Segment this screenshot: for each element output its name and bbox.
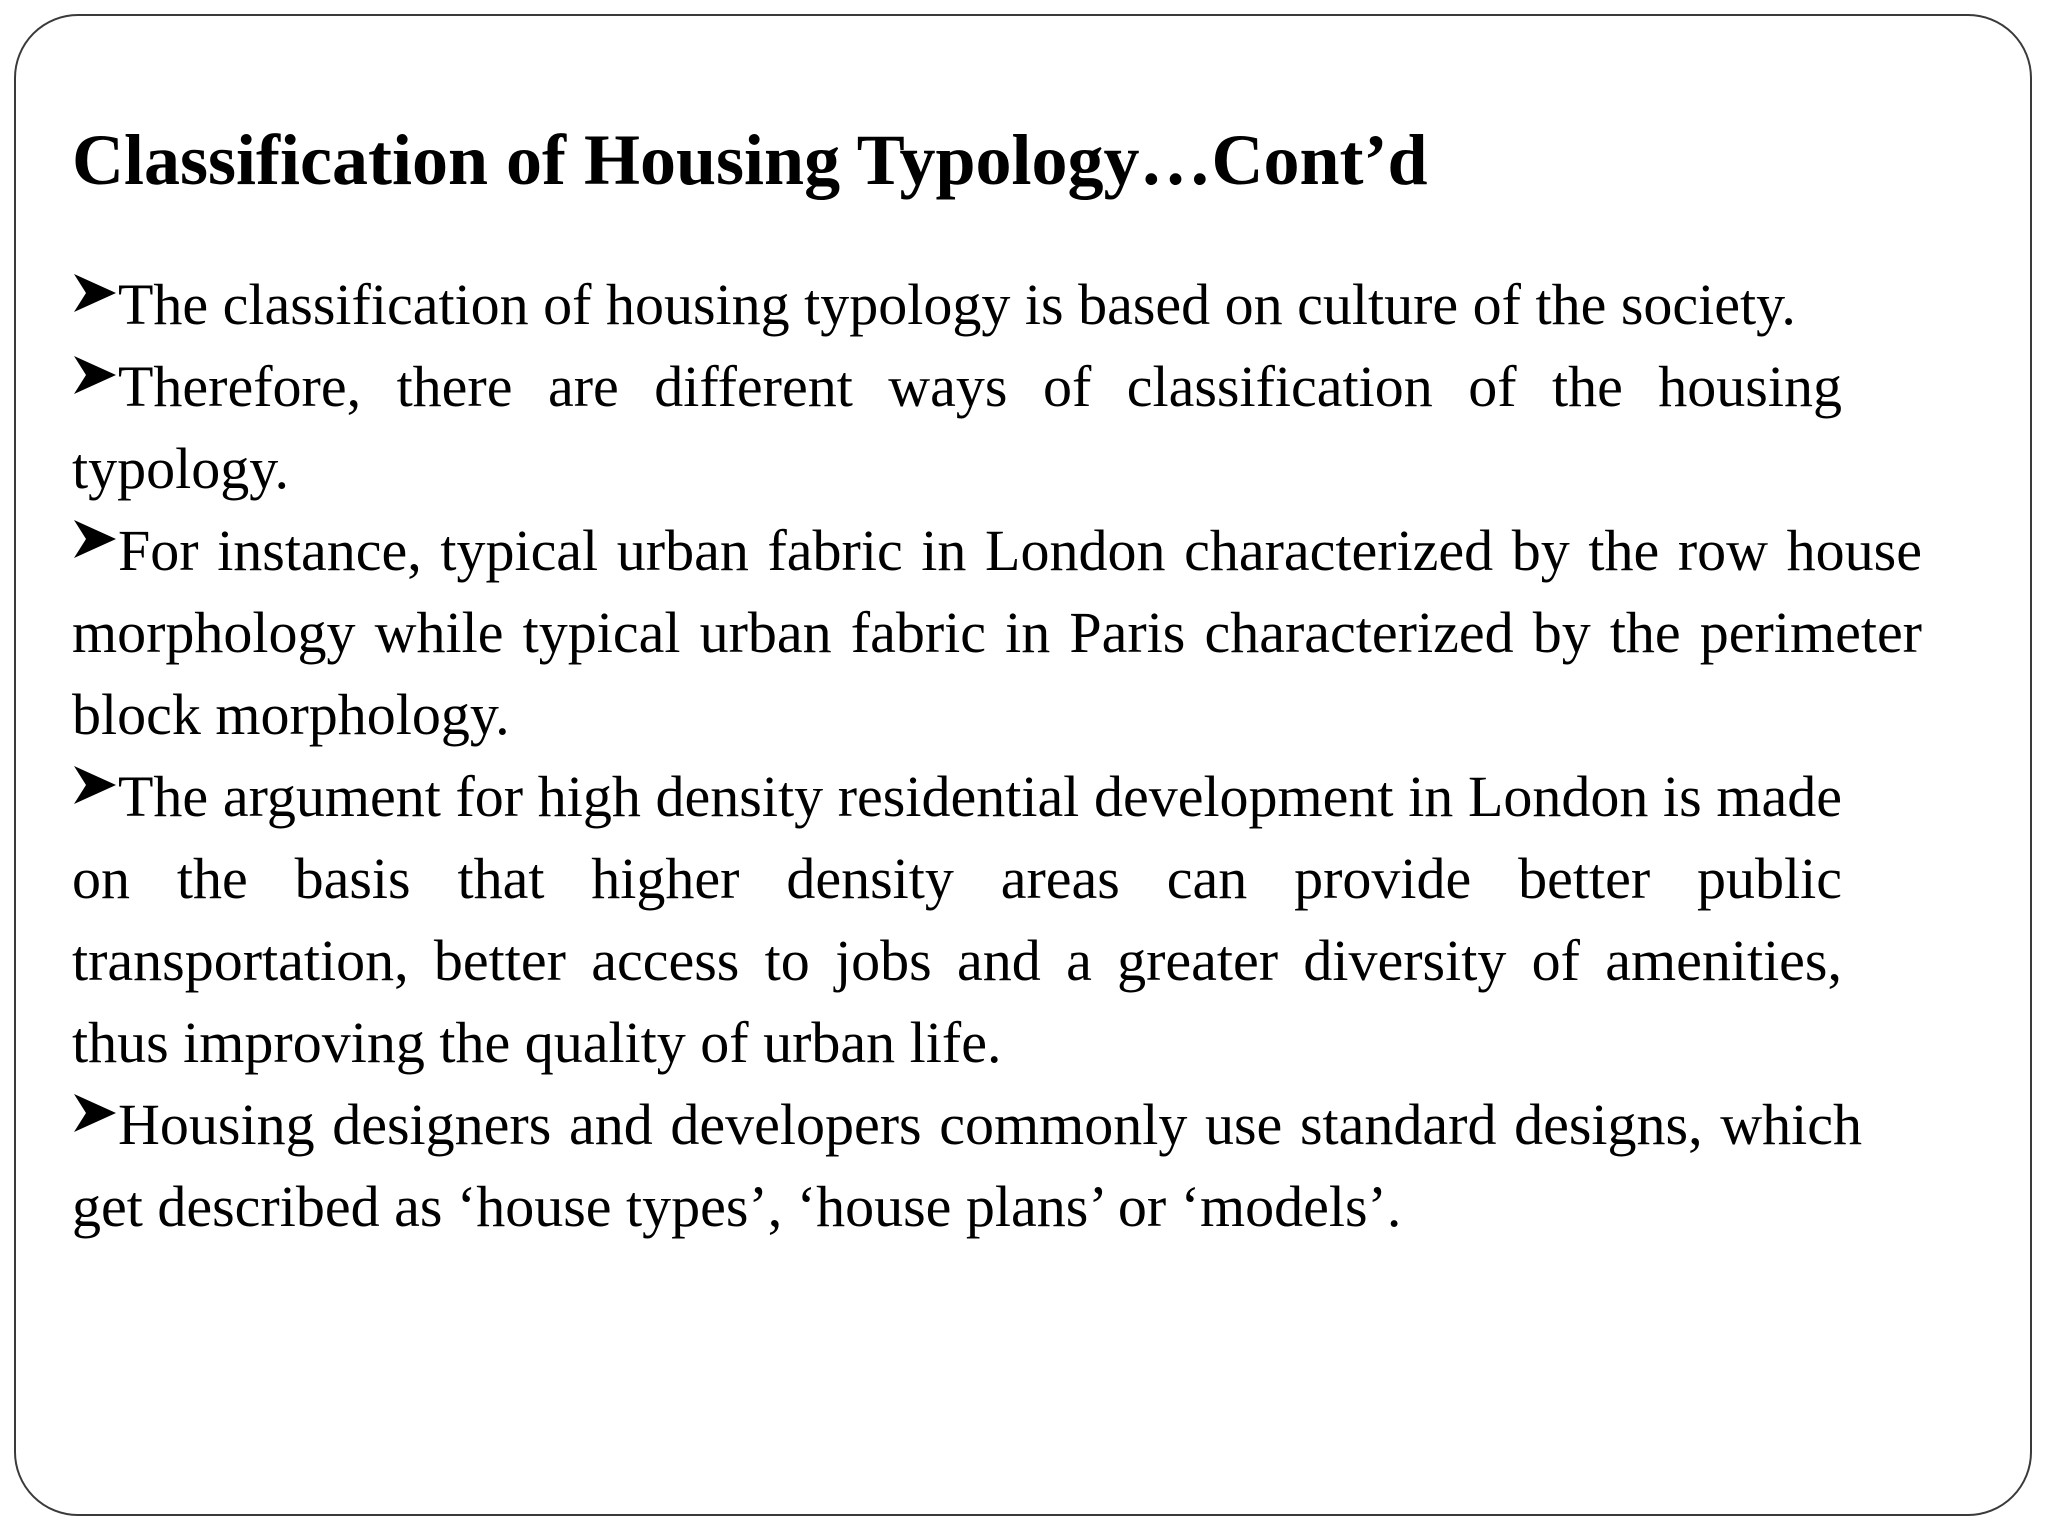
bullet-text: The argument for high density residential development in London is made on the basis that higher density areas can provide better public transportation, better access to jobs and a greater diversity of amenities, thus improving the quality of urban life. xyxy=(72,764,1842,1075)
bullet-item xyxy=(72,756,1842,1084)
bullet-item xyxy=(72,510,1922,756)
bullet-text: Housing designers and developers commonly use standard designs, which get described as ‘house types’, ‘house plans’ or ‘models’. xyxy=(72,1092,1862,1239)
slide-title: Classification of Housing Typology…Cont’d xyxy=(72,120,1428,200)
bullet-item xyxy=(72,346,1842,510)
arrowhead-bullet-icon xyxy=(72,270,118,316)
bullet-item xyxy=(72,1084,1862,1248)
arrowhead-bullet-icon xyxy=(72,516,118,562)
bullet-text: Therefore, there are different ways of classification of the housing typology. xyxy=(72,354,1842,501)
arrowhead-bullet-icon xyxy=(72,1090,118,1136)
arrowhead-bullet-icon xyxy=(72,352,118,398)
arrowhead-bullet-icon xyxy=(72,762,118,808)
bullet-list xyxy=(72,264,1952,1248)
bullet-text: The classification of housing typology is based on culture of the society. xyxy=(118,272,1796,337)
bullet-item xyxy=(72,264,1942,346)
bullet-text: For instance, typical urban fabric in London characterized by the row house morphology while typical urban fabric in Paris characterized by the perimeter block morphology. xyxy=(72,518,1922,747)
